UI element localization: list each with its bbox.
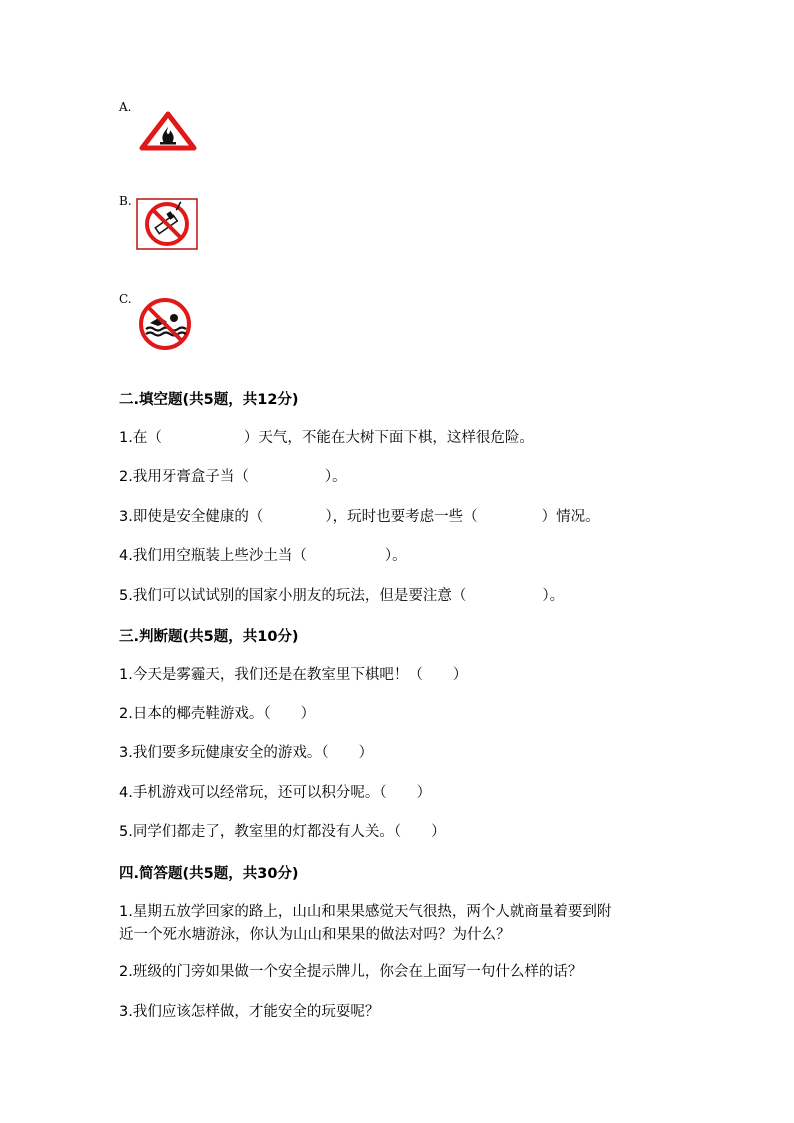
question-text: ）。 xyxy=(542,588,565,604)
question-text: ），玩时也要考虑一些（ xyxy=(325,509,478,525)
no-smoking-icon xyxy=(136,198,198,250)
option-c-label: C. xyxy=(119,292,132,306)
question-text: ）。 xyxy=(324,469,347,485)
question-text: 5.同学们都走了，教室里的灯都没有人关。（ xyxy=(119,824,402,840)
question-text: 3.即使是安全健康的（ xyxy=(119,509,264,525)
judge-question-4 xyxy=(119,783,431,803)
section-2-heading: 二.填空题(共5题，共12分) xyxy=(119,392,299,408)
question-text: ）天气，不能在大树下面下棋，这样很危险。 xyxy=(243,430,534,446)
question-text: 5.我们可以试试别的国家小朋友的玩法，但是要注意（ xyxy=(119,588,467,604)
option-a-label: A. xyxy=(119,100,132,114)
question-text: ） xyxy=(300,706,316,722)
judge-question-3 xyxy=(119,743,373,763)
fill-question-3 xyxy=(119,507,600,527)
fill-question-5 xyxy=(119,586,564,606)
question-text: 2.日本的椰壳鞋游戏。（ xyxy=(119,706,271,722)
question-text: 4.我们用空瓶装上些沙土当（ xyxy=(119,548,307,564)
question-text: ）情况。 xyxy=(541,509,600,525)
question-text: 3.我们要多玩健康安全的游戏。（ xyxy=(119,745,329,761)
question-text: ） xyxy=(416,785,432,801)
question-text: ）。 xyxy=(384,548,407,564)
no-swimming-icon xyxy=(136,296,194,352)
fill-question-1 xyxy=(119,428,534,448)
question-text: 1.在（ xyxy=(119,430,162,446)
judge-question-5 xyxy=(119,822,446,842)
short-question-3: 3.我们应该怎样做，才能安全的玩耍呢？ xyxy=(119,1004,380,1020)
short-question-2: 2.班级的门旁如果做一个安全提示牌儿，你会在上面写一句什么样的话？ xyxy=(119,964,583,980)
section-3-heading: 三.判断题(共5题，共10分) xyxy=(119,629,299,645)
question-text: ） xyxy=(358,745,374,761)
judge-question-1 xyxy=(119,665,467,685)
question-text: 1.今天是雾霾天，我们还是在教室里下棋吧！（ xyxy=(119,667,423,683)
short-question-1-line-2: 近一个死水塘游泳，你认为山山和果果的做法对吗？为什么？ xyxy=(119,927,511,943)
question-text: 2.我用牙膏盒子当（ xyxy=(119,469,249,485)
question-text: ） xyxy=(452,667,468,683)
question-text: 4.手机游戏可以经常玩，还可以积分呢。（ xyxy=(119,785,387,801)
question-text: ） xyxy=(431,824,446,840)
flammable-warning-icon xyxy=(139,111,197,151)
short-question-1-line-1: 1.星期五放学回家的路上，山山和果果感觉天气很热，两个人就商量着要到附 xyxy=(119,904,612,920)
section-4-heading: 四.简答题(共5题，共30分) xyxy=(119,866,299,882)
fill-question-4 xyxy=(119,546,407,566)
option-b-label: B. xyxy=(119,194,132,208)
fill-question-2 xyxy=(119,467,347,487)
judge-question-2 xyxy=(119,704,315,724)
